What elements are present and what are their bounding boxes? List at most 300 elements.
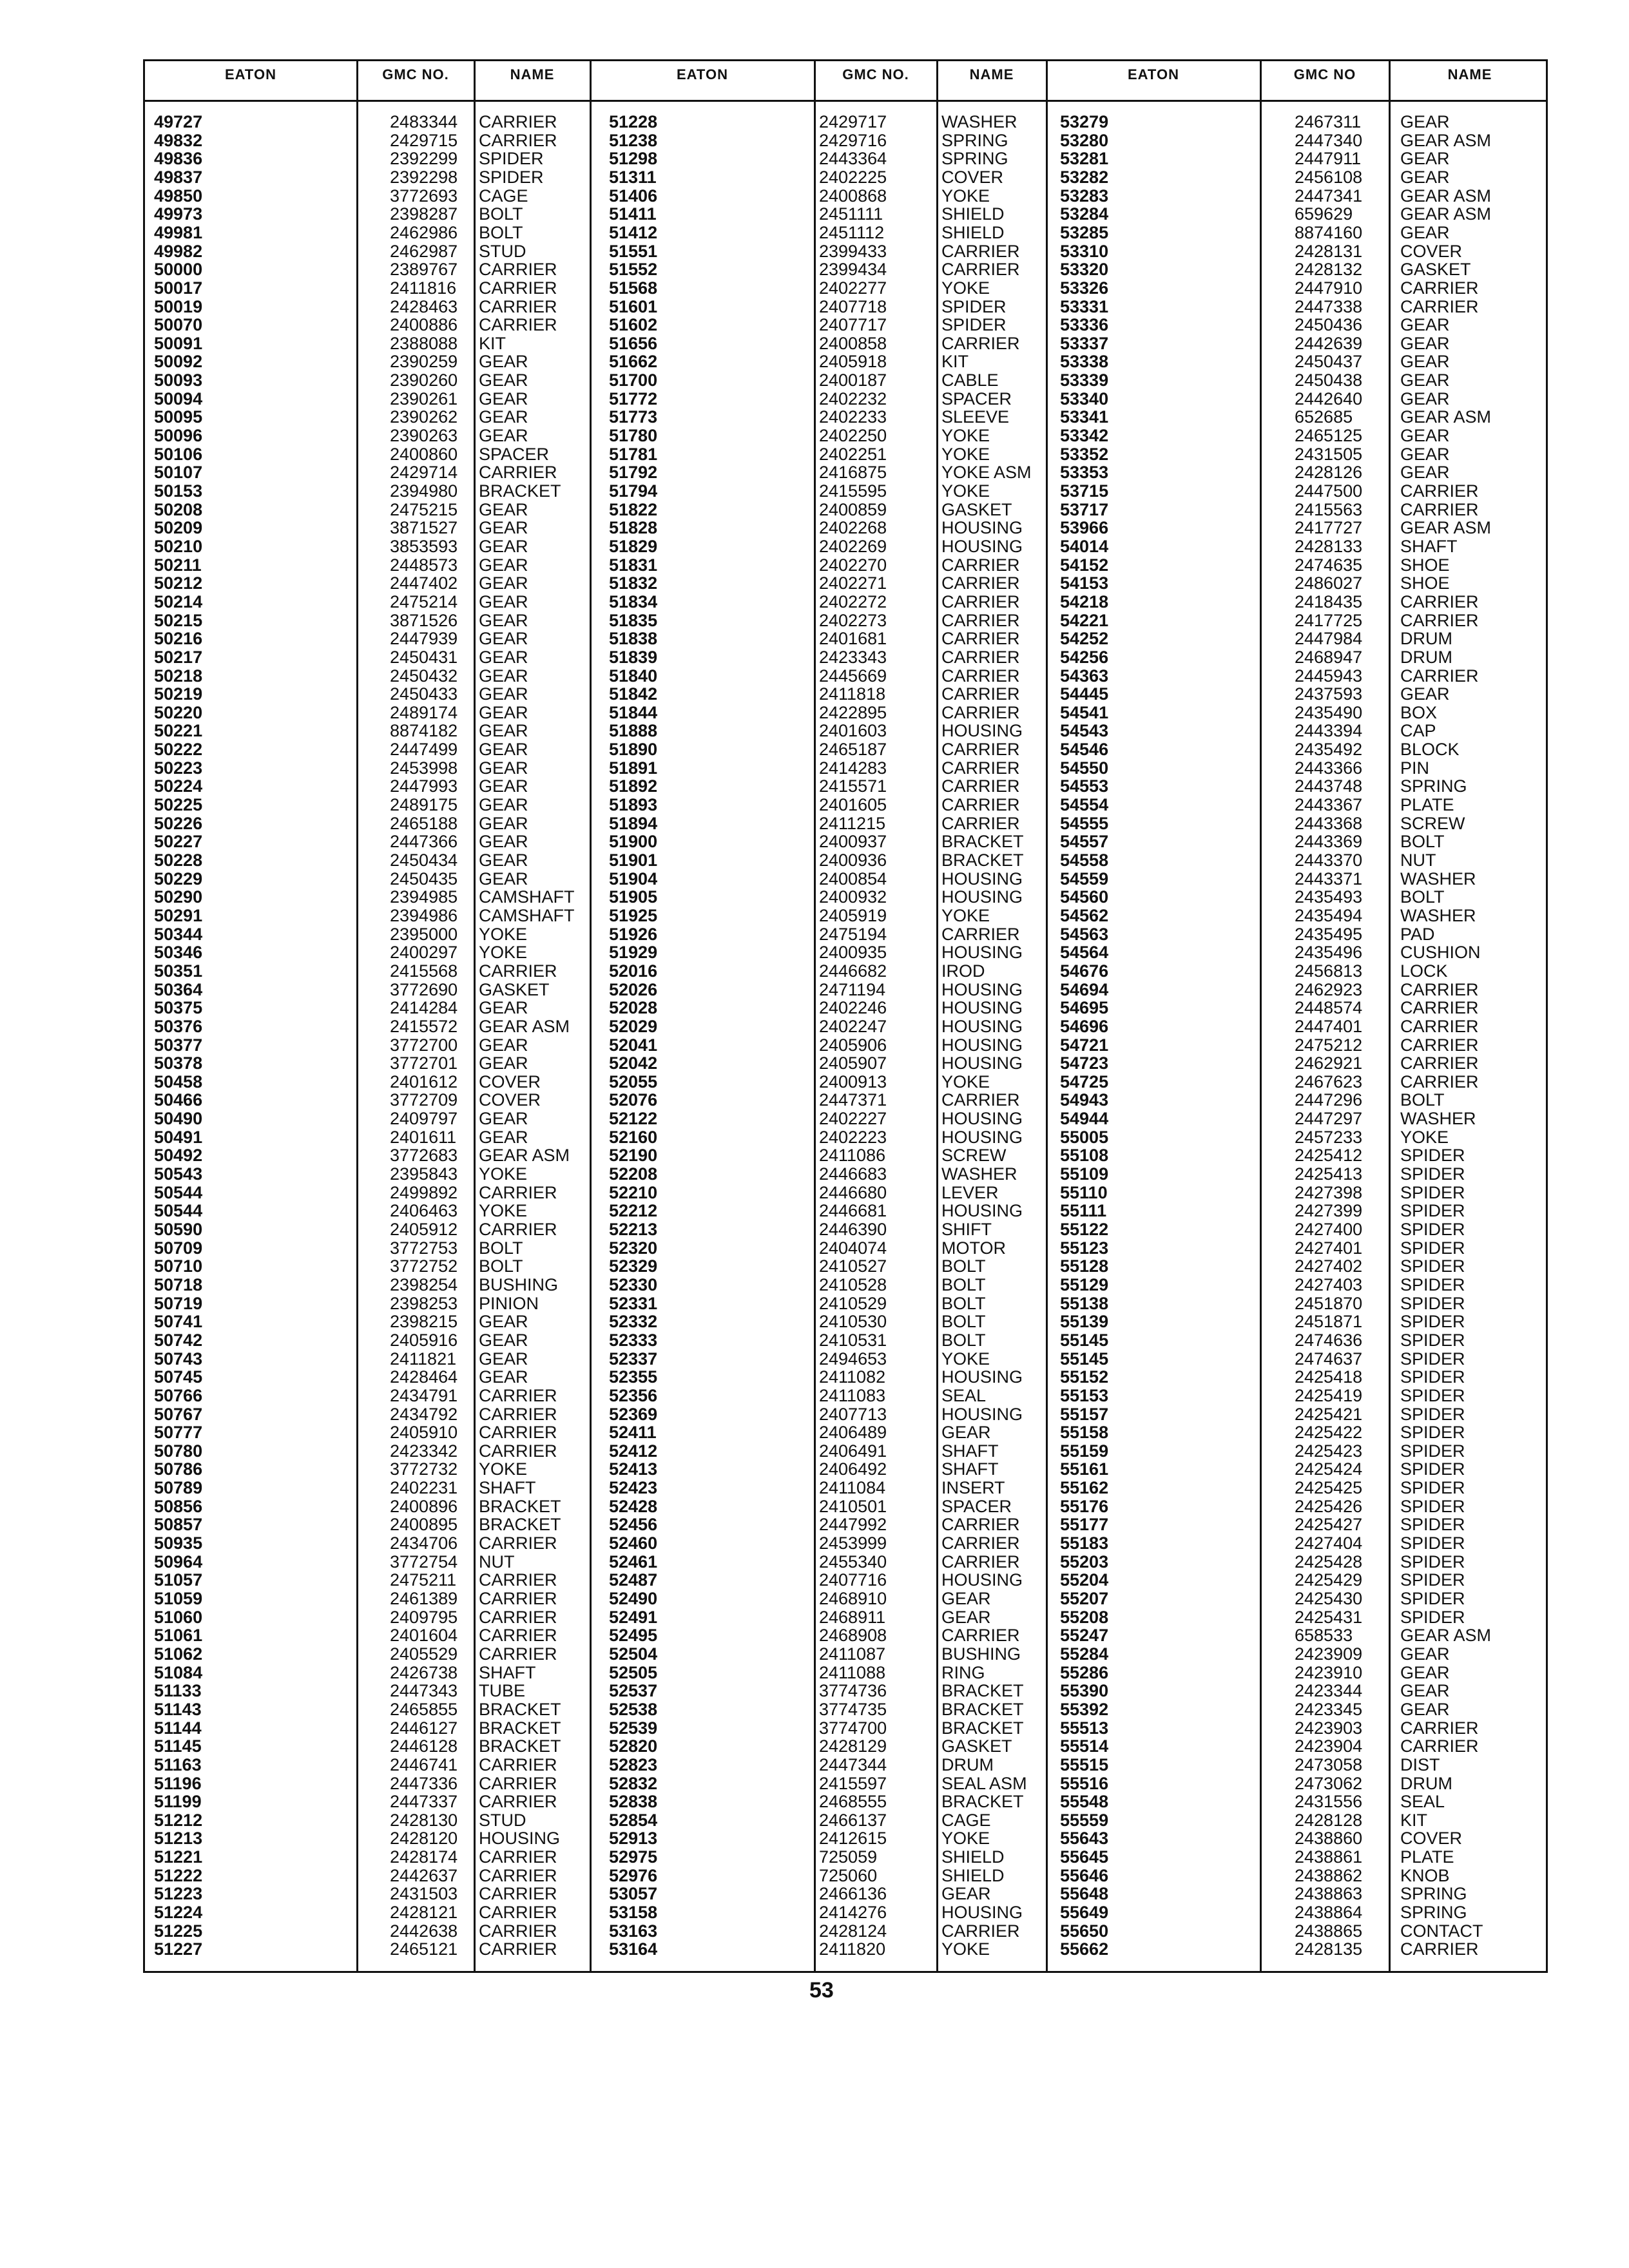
cell-name: CARRIER xyxy=(941,647,1020,667)
cell-gmc: 2468908 xyxy=(819,1626,887,1646)
cell-name: SEAL ASM xyxy=(941,1773,1027,1793)
cell-name: CARRIER xyxy=(479,1921,557,1941)
cell-eaton: 52412 xyxy=(609,1441,658,1461)
cell-name: CARRIER xyxy=(479,1847,557,1867)
cell-name: SEAL xyxy=(941,1385,987,1405)
cell-name: CARRIER xyxy=(1400,998,1479,1018)
cell-gmc: 2410529 xyxy=(819,1293,887,1313)
column-divider xyxy=(936,61,938,1971)
cell-name: SPIDER xyxy=(941,296,1007,316)
cell-eaton: 50218 xyxy=(154,666,203,686)
cell-eaton: 52460 xyxy=(609,1533,658,1553)
cell-name: CARRIER xyxy=(479,1607,557,1627)
cell-gmc: 3774700 xyxy=(819,1718,887,1738)
cell-gmc: 2427402 xyxy=(1295,1256,1363,1276)
cell-gmc: 2411082 xyxy=(819,1367,886,1387)
cell-name: GEAR xyxy=(479,1109,528,1129)
cell-eaton: 50743 xyxy=(154,1349,203,1369)
cell-eaton: 50070 xyxy=(154,315,203,335)
cell-eaton: 54559 xyxy=(1060,869,1109,889)
cell-name: BOLT xyxy=(479,222,523,242)
cell-gmc: 2400932 xyxy=(819,887,887,907)
cell-name: YOKE xyxy=(941,278,990,298)
cell-eaton: 50710 xyxy=(154,1256,203,1276)
cell-gmc: 2447341 xyxy=(1295,186,1363,206)
cell-eaton: 54153 xyxy=(1060,573,1109,593)
cell-eaton: 53717 xyxy=(1060,499,1109,519)
cell-gmc: 3871527 xyxy=(390,518,458,538)
cell-eaton: 51133 xyxy=(154,1681,202,1701)
cell-gmc: 2390259 xyxy=(390,352,458,372)
cell-eaton: 50224 xyxy=(154,776,203,796)
cell-name: DIST xyxy=(1400,1754,1440,1774)
cell-name: GEAR xyxy=(479,1367,528,1387)
cell-name: PLATE xyxy=(1400,1847,1454,1867)
cell-eaton: 51842 xyxy=(609,684,658,704)
cell-gmc: 2468947 xyxy=(1295,647,1363,667)
cell-gmc: 3772732 xyxy=(390,1459,458,1479)
cell-gmc: 2405919 xyxy=(819,905,887,925)
cell-name: GEAR xyxy=(1400,389,1450,408)
cell-gmc: 2400860 xyxy=(390,444,458,464)
cell-eaton: 55559 xyxy=(1060,1810,1109,1830)
header-eaton-2: EATON xyxy=(677,66,728,82)
cell-eaton: 53352 xyxy=(1060,444,1109,464)
cell-eaton: 50377 xyxy=(154,1035,203,1055)
cell-name: CARRIER xyxy=(1400,1072,1479,1091)
cell-eaton: 55108 xyxy=(1060,1146,1109,1166)
cell-name: SPIDER xyxy=(1400,1238,1465,1258)
cell-gmc: 2447992 xyxy=(819,1515,887,1535)
cell-gmc: 2447371 xyxy=(819,1090,887,1110)
cell-gmc: 2450434 xyxy=(390,850,458,870)
cell-eaton: 51412 xyxy=(609,222,658,242)
cell-eaton: 51163 xyxy=(154,1754,202,1774)
cell-gmc: 2494653 xyxy=(819,1349,887,1369)
cell-gmc: 2407713 xyxy=(819,1404,887,1424)
cell-eaton: 50223 xyxy=(154,758,203,778)
cell-gmc: 2462923 xyxy=(1295,979,1363,999)
cell-name: CARRIER xyxy=(941,1090,1020,1110)
cell-name: CARRIER xyxy=(1400,610,1479,630)
cell-name: PLATE xyxy=(1400,795,1454,815)
cell-gmc: 2399434 xyxy=(819,260,887,280)
cell-gmc: 2431503 xyxy=(390,1884,458,1904)
cell-eaton: 54221 xyxy=(1060,610,1109,630)
cell-gmc: 2390261 xyxy=(390,389,458,408)
cell-gmc: 2402227 xyxy=(819,1109,887,1129)
cell-gmc: 8874182 xyxy=(390,721,458,741)
cell-name: NUT xyxy=(479,1552,515,1571)
cell-eaton: 54554 xyxy=(1060,795,1109,815)
cell-name: COVER xyxy=(1400,1829,1463,1849)
cell-name: YOKE ASM xyxy=(941,463,1032,483)
cell-name: SPACER xyxy=(479,444,550,464)
cell-name: GEAR xyxy=(479,591,528,611)
header-eaton-3: EATON xyxy=(1128,66,1179,82)
cell-gmc: 2414284 xyxy=(390,998,458,1018)
cell-name: YOKE xyxy=(479,1459,528,1479)
cell-gmc: 2446741 xyxy=(390,1754,458,1774)
cell-eaton: 52213 xyxy=(609,1220,658,1239)
cell-name: HOUSING xyxy=(941,1903,1023,1923)
cell-name: CARRIER xyxy=(479,1220,557,1239)
cell-name: HOUSING xyxy=(941,887,1023,907)
cell-eaton: 51551 xyxy=(609,241,658,261)
cell-gmc: 2443748 xyxy=(1295,776,1363,796)
cell-name: GEAR xyxy=(479,629,528,649)
cell-eaton: 52487 xyxy=(609,1570,658,1590)
cell-name: SHIELD xyxy=(941,1847,1005,1867)
cell-eaton: 54564 xyxy=(1060,943,1109,963)
cell-name: WASHER xyxy=(1400,905,1476,925)
cell-gmc: 2422895 xyxy=(819,702,887,722)
cell-name: CAMSHAFT xyxy=(479,905,575,925)
cell-gmc: 3774736 xyxy=(819,1681,887,1701)
cell-gmc: 2442639 xyxy=(1295,333,1363,353)
cell-eaton: 50091 xyxy=(154,333,203,353)
cell-name: GEAR xyxy=(479,1312,528,1332)
cell-gmc: 2411086 xyxy=(819,1146,886,1166)
cell-gmc: 3772753 xyxy=(390,1238,458,1258)
cell-gmc: 2434791 xyxy=(390,1385,458,1405)
cell-name: BUSHING xyxy=(479,1274,559,1294)
cell-gmc: 2400297 xyxy=(390,943,458,963)
cell-name: INSERT xyxy=(941,1478,1005,1498)
cell-eaton: 52042 xyxy=(609,1053,658,1073)
cell-gmc: 2402250 xyxy=(819,426,887,446)
cell-gmc: 2425429 xyxy=(1295,1570,1363,1590)
cell-gmc: 2462986 xyxy=(390,222,458,242)
cell-name: SPIDER xyxy=(1400,1496,1465,1516)
cell-name: SPRING xyxy=(1400,1903,1467,1923)
cell-eaton: 49850 xyxy=(154,186,203,206)
cell-eaton: 52029 xyxy=(609,1016,658,1036)
cell-name: IROD xyxy=(941,961,985,981)
cell-name: GEAR xyxy=(941,1423,991,1443)
cell-name: BOLT xyxy=(479,1256,523,1276)
cell-gmc: 2406489 xyxy=(819,1423,887,1443)
cell-name: GEAR ASM xyxy=(1400,204,1492,224)
cell-eaton: 54445 xyxy=(1060,684,1109,704)
cell-eaton: 51212 xyxy=(154,1810,203,1830)
cell-eaton: 55161 xyxy=(1060,1459,1109,1479)
cell-name: GEAR ASM xyxy=(1400,407,1492,427)
cell-eaton: 55157 xyxy=(1060,1404,1109,1424)
cell-gmc: 2425412 xyxy=(1295,1146,1363,1166)
cell-gmc: 3853593 xyxy=(390,536,458,556)
cell-eaton: 51831 xyxy=(609,555,658,575)
cell-eaton: 54252 xyxy=(1060,629,1109,649)
cell-eaton: 50220 xyxy=(154,702,203,722)
cell-name: GEAR xyxy=(479,610,528,630)
cell-eaton: 53280 xyxy=(1060,130,1109,150)
cell-eaton: 52538 xyxy=(609,1699,658,1719)
cell-name: GEAR xyxy=(941,1589,991,1608)
cell-eaton: 53284 xyxy=(1060,204,1109,224)
header-gmc-3: GMC NO xyxy=(1293,66,1356,82)
cell-name: HOUSING xyxy=(941,1053,1023,1073)
cell-gmc: 2425424 xyxy=(1295,1459,1363,1479)
cell-eaton: 54553 xyxy=(1060,776,1109,796)
cell-eaton: 50095 xyxy=(154,407,203,427)
cell-gmc: 2447910 xyxy=(1295,278,1363,298)
cell-name: CARRIER xyxy=(479,463,557,483)
cell-eaton: 51892 xyxy=(609,776,658,796)
cell-eaton: 52331 xyxy=(609,1293,658,1313)
cell-eaton: 53340 xyxy=(1060,389,1109,408)
cell-gmc: 2395843 xyxy=(390,1164,458,1184)
cell-eaton: 52016 xyxy=(609,961,658,981)
cell-eaton: 52838 xyxy=(609,1792,658,1812)
cell-name: SHAFT xyxy=(479,1478,536,1498)
cell-gmc: 2486027 xyxy=(1295,573,1363,593)
cell-name: CARRIER xyxy=(941,333,1020,353)
cell-name: CARRIER xyxy=(479,1533,557,1553)
cell-eaton: 54723 xyxy=(1060,1053,1109,1073)
cell-gmc: 2410528 xyxy=(819,1274,887,1294)
cell-name: CARRIER xyxy=(479,112,557,131)
cell-name: YOKE xyxy=(941,444,990,464)
cell-eaton: 55177 xyxy=(1060,1515,1109,1535)
cell-eaton: 55152 xyxy=(1060,1367,1109,1387)
cell-name: HOUSING xyxy=(941,721,1023,741)
cell-gmc: 2402273 xyxy=(819,610,887,630)
cell-gmc: 2401612 xyxy=(390,1072,458,1091)
cell-eaton: 51298 xyxy=(609,149,658,169)
cell-eaton: 50777 xyxy=(154,1423,203,1443)
cell-name: BRACKET xyxy=(479,1515,561,1535)
cell-eaton: 51835 xyxy=(609,610,658,630)
cell-eaton: 54546 xyxy=(1060,740,1109,760)
cell-name: CARRIER xyxy=(941,591,1020,611)
cell-gmc: 2400935 xyxy=(819,943,887,963)
cell-name: BRACKET xyxy=(941,832,1024,852)
cell-gmc: 2465187 xyxy=(819,740,887,760)
cell-name: BOLT xyxy=(1400,887,1445,907)
cell-eaton: 51925 xyxy=(609,905,658,925)
cell-eaton: 52041 xyxy=(609,1035,658,1055)
cell-eaton: 53281 xyxy=(1060,149,1109,169)
cell-gmc: 2446127 xyxy=(390,1718,458,1738)
cell-gmc: 2428124 xyxy=(819,1921,887,1941)
cell-gmc: 2483344 xyxy=(390,112,458,131)
cell-name: GEAR xyxy=(479,776,528,796)
cell-gmc: 2435492 xyxy=(1295,740,1363,760)
cell-eaton: 49982 xyxy=(154,241,203,261)
cell-name: CARRIER xyxy=(941,555,1020,575)
cell-gmc: 2400886 xyxy=(390,315,458,335)
cell-gmc: 2411083 xyxy=(819,1385,886,1405)
cell-name: HOUSING xyxy=(941,1016,1023,1036)
cell-gmc: 2400854 xyxy=(819,869,887,889)
cell-name: CARRIER xyxy=(479,1792,557,1812)
cell-name: GEAR xyxy=(1400,463,1450,483)
cell-eaton: 55284 xyxy=(1060,1644,1109,1664)
cell-gmc: 2468910 xyxy=(819,1589,887,1608)
cell-gmc: 2410530 xyxy=(819,1312,887,1332)
cell-eaton: 51084 xyxy=(154,1662,203,1682)
cell-gmc: 2423344 xyxy=(1295,1681,1363,1701)
cell-eaton: 51905 xyxy=(609,887,658,907)
cell-gmc: 2423909 xyxy=(1295,1644,1363,1664)
cell-eaton: 51213 xyxy=(154,1829,203,1849)
cell-eaton: 50767 xyxy=(154,1404,203,1424)
cell-eaton: 50741 xyxy=(154,1312,203,1332)
cell-name: GEAR xyxy=(479,499,528,519)
cell-eaton: 52976 xyxy=(609,1865,658,1885)
cell-gmc: 2398253 xyxy=(390,1293,458,1313)
cell-name: CARRIER xyxy=(941,813,1020,833)
cell-eaton: 51656 xyxy=(609,333,658,353)
cell-gmc: 2456108 xyxy=(1295,167,1363,187)
cell-name: NUT xyxy=(1400,850,1436,870)
cell-gmc: 2388088 xyxy=(390,333,458,353)
cell-name: CARRIER xyxy=(1400,1035,1479,1055)
cell-name: BOLT xyxy=(479,1238,523,1258)
cell-name: LOCK xyxy=(1400,961,1448,981)
cell-eaton: 52491 xyxy=(609,1607,658,1627)
cell-eaton: 51926 xyxy=(609,924,658,944)
cell-eaton: 51700 xyxy=(609,370,658,390)
cell-gmc: 2438865 xyxy=(1295,1921,1363,1941)
cell-eaton: 55128 xyxy=(1060,1256,1109,1276)
header-name-3: NAME xyxy=(1447,66,1492,82)
cell-gmc: 2442640 xyxy=(1295,389,1363,408)
cell-name: CARRIER xyxy=(1400,296,1479,316)
cell-eaton: 52122 xyxy=(609,1109,658,1129)
cell-gmc: 2434706 xyxy=(390,1533,458,1553)
cell-gmc: 2428126 xyxy=(1295,463,1363,483)
cell-gmc: 2461389 xyxy=(390,1589,458,1608)
cell-name: SPIDER xyxy=(1400,1349,1465,1369)
cell-name: SHIELD xyxy=(941,204,1005,224)
cell-gmc: 2414276 xyxy=(819,1903,887,1923)
cell-eaton: 55111 xyxy=(1060,1201,1107,1221)
cell-eaton: 53279 xyxy=(1060,112,1109,131)
cell-gmc: 2429717 xyxy=(819,112,887,131)
cell-eaton: 52333 xyxy=(609,1330,658,1350)
cell-eaton: 51568 xyxy=(609,278,658,298)
cell-name: BUSHING xyxy=(941,1644,1021,1664)
cell-name: CARRIER xyxy=(479,296,557,316)
cell-gmc: 2390262 xyxy=(390,407,458,427)
cell-eaton: 50766 xyxy=(154,1385,203,1405)
cell-eaton: 52355 xyxy=(609,1367,658,1387)
cell-eaton: 51662 xyxy=(609,352,658,372)
cell-name: BOX xyxy=(1400,702,1438,722)
cell-eaton: 50786 xyxy=(154,1459,203,1479)
cell-eaton: 51225 xyxy=(154,1921,203,1941)
cell-gmc: 3871526 xyxy=(390,610,458,630)
column-divider xyxy=(814,61,816,1971)
cell-eaton: 54944 xyxy=(1060,1109,1109,1129)
cell-name: CARRIER xyxy=(479,1644,557,1664)
cell-gmc: 2427401 xyxy=(1295,1238,1363,1258)
cell-gmc: 2399433 xyxy=(819,241,887,261)
cell-eaton: 52504 xyxy=(609,1644,658,1664)
cell-name: GASKET xyxy=(1400,260,1471,280)
cell-name: YOKE xyxy=(941,481,990,501)
cell-eaton: 51223 xyxy=(154,1884,203,1904)
cell-name: GEAR xyxy=(1400,167,1450,187)
cell-eaton: 52076 xyxy=(609,1090,658,1110)
cell-gmc: 2390260 xyxy=(390,370,458,390)
cell-eaton: 51221 xyxy=(154,1847,203,1867)
cell-name: CARRIER xyxy=(1400,1939,1479,1959)
cell-name: GEAR xyxy=(479,998,528,1018)
cell-eaton: 49832 xyxy=(154,130,203,150)
cell-eaton: 51834 xyxy=(609,591,658,611)
cell-gmc: 2451870 xyxy=(1295,1293,1363,1313)
cell-gmc: 2402251 xyxy=(819,444,887,464)
cell-name: HOUSING xyxy=(941,536,1023,556)
cell-name: KIT xyxy=(479,333,506,353)
cell-name: GEAR xyxy=(479,1349,528,1369)
cell-eaton: 55162 xyxy=(1060,1478,1109,1498)
cell-name: PAD xyxy=(1400,924,1435,944)
cell-name: SPRING xyxy=(941,130,1008,150)
cell-name: CARRIER xyxy=(479,1773,557,1793)
cell-eaton: 55123 xyxy=(1060,1238,1109,1258)
cell-eaton: 52369 xyxy=(609,1404,658,1424)
cell-gmc: 2402270 xyxy=(819,555,887,575)
cell-eaton: 50789 xyxy=(154,1478,203,1498)
cell-gmc: 2428133 xyxy=(1295,536,1363,556)
cell-eaton: 53163 xyxy=(609,1921,658,1941)
cell-eaton: 51552 xyxy=(609,260,658,280)
cell-gmc: 2447296 xyxy=(1295,1090,1363,1110)
cell-name: GEAR xyxy=(479,684,528,704)
cell-eaton: 55247 xyxy=(1060,1626,1109,1646)
cell-name: GEAR xyxy=(1400,1699,1450,1719)
cell-name: SPIDER xyxy=(1400,1515,1465,1535)
cell-gmc: 2457233 xyxy=(1295,1127,1363,1147)
cell-gmc: 2428130 xyxy=(390,1810,458,1830)
cell-eaton: 51891 xyxy=(609,758,658,778)
cell-eaton: 52461 xyxy=(609,1552,658,1571)
cell-eaton: 50092 xyxy=(154,352,203,372)
cell-eaton: 51838 xyxy=(609,629,658,649)
cell-gmc: 2446128 xyxy=(390,1736,458,1756)
cell-name: SPIDER xyxy=(479,149,544,169)
cell-gmc: 2450436 xyxy=(1295,315,1363,335)
cell-eaton: 55129 xyxy=(1060,1274,1109,1294)
cell-eaton: 50544 xyxy=(154,1182,203,1202)
cell-gmc: 2411820 xyxy=(819,1939,886,1959)
cell-name: CARRIER xyxy=(479,315,557,335)
cell-name: BRACKET xyxy=(479,1718,561,1738)
cell-name: CARRIER xyxy=(479,1865,557,1885)
cell-gmc: 2411816 xyxy=(390,278,457,298)
cell-name: CARRIER xyxy=(1400,1016,1479,1036)
cell-gmc: 2443364 xyxy=(819,149,887,169)
cell-gmc: 2467311 xyxy=(1295,112,1362,131)
cell-name: SHIFT xyxy=(941,1220,992,1239)
cell-gmc: 2446680 xyxy=(819,1182,887,1202)
cell-eaton: 50228 xyxy=(154,850,203,870)
cell-name: GEAR xyxy=(479,389,528,408)
cell-gmc: 3772701 xyxy=(390,1053,458,1073)
cell-name: CARRIER xyxy=(1400,666,1479,686)
cell-gmc: 2428128 xyxy=(1295,1810,1363,1830)
cell-name: CARRIER xyxy=(479,1884,557,1904)
cell-eaton: 55159 xyxy=(1060,1441,1109,1461)
cell-eaton: 50543 xyxy=(154,1164,203,1184)
cell-eaton: 52160 xyxy=(609,1127,658,1147)
cell-gmc: 2451112 xyxy=(819,222,885,242)
cell-eaton: 52539 xyxy=(609,1718,658,1738)
